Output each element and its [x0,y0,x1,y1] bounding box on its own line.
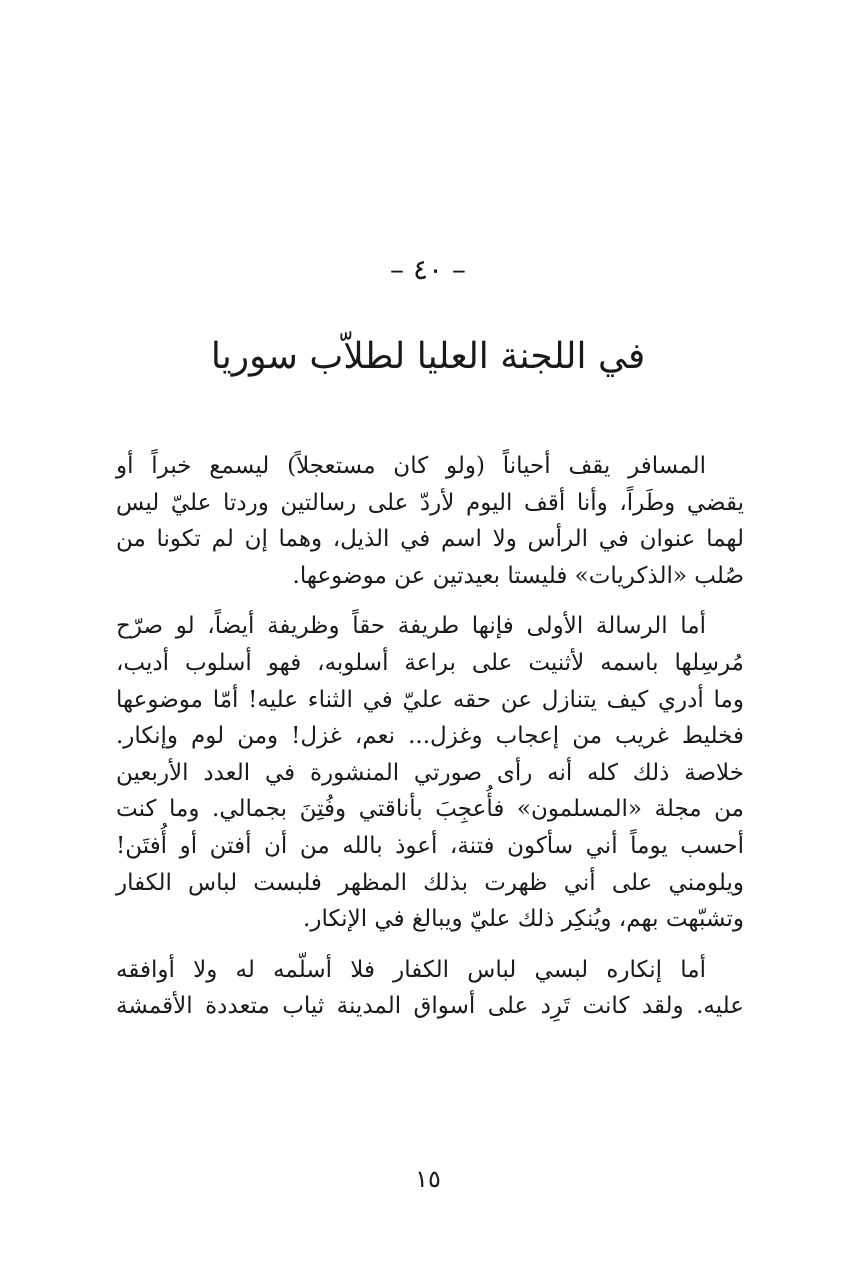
paragraph-1 [116,448,744,594]
text-line: مُرسِلها باسمه لأثنيت على براعة أسلوبه، فهو أسلوب أديب، [116,649,744,676]
text-line: ويلومني على أني ظهرت بذلك المظهر فلبست لباس الكفار [116,869,744,896]
body-text [116,448,744,1039]
text-line: المسافر يقف أحياناً (ولو كان مستعجلاً) ليسمع خبراً أو [116,453,706,479]
chapter-title: في اللجنة العليا لطلاّب سوريا [210,336,646,377]
text-line: عليه. ولقد كانت تَرِد على أسواق المدينة ثياب متعددة الأقمشة [116,993,744,1020]
text-line: وما أدري كيف يتنازل عن حقه عليّ في الثناء عليه! أمّا موضوعها [116,686,744,713]
paragraph-3 [116,952,744,1025]
text-line: أما إنكاره لبسي لباس الكفار فلا أسلّمه له ولا أوافقه [116,956,706,983]
text-line: فخليط غريب من إعجاب وغزل... نعم، غزل! ومن لوم وإنكار. [116,723,744,750]
text-line: لهما عنوان في الرأس ولا اسم في الذيل، وهما إن لم تكونا من [116,526,744,553]
text-line: أما الرسالة الأولى فإنها طريفة حقاً وظريفة أيضاً، لو صرّح [116,613,706,640]
text-line: وتشبّهت بهم، ويُنكِر ذلك عليّ ويبالغ في الإنكار. [303,906,744,933]
paragraph-2 [116,608,744,937]
page-number: ١٥ [415,1165,441,1193]
text-line: أحسب يوماً أني سأكون فتنة، أعوذ بالله من أن أفتن أو أُفتَن! [116,832,744,859]
text-line: صُلب «الذكريات» فليستا بعيدتين عن موضوعها. [292,562,744,589]
text-line: يقضي وطَراً، وأنا أقف اليوم لأردّ على رسالتين وردتا عليّ ليس [116,489,744,516]
text-line: من مجلة «المسلمون» فأُعجِبَ بأناقتي وفُتِنَ بجمالي. وما كنت [116,796,744,823]
text-line: خلاصة ذلك كله أنه رأى صورتي المنشورة في العدد الأربعين [116,759,744,786]
chapter-number: – ٤٠ – [390,253,466,286]
